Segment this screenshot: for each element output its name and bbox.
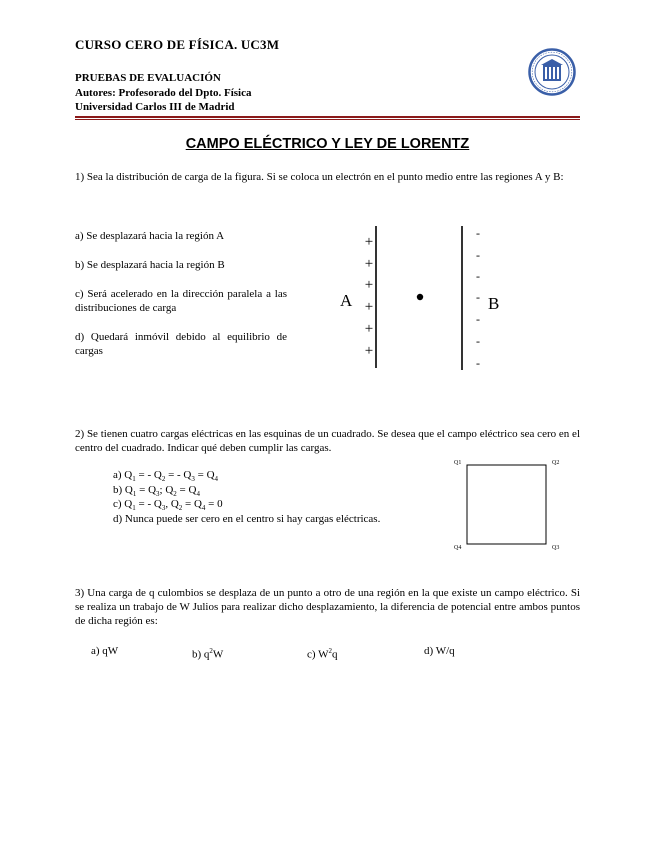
header-line-university: Universidad Carlos III de Madrid [75, 101, 235, 113]
question-2-text: 2) Se tienen cuatro cargas eléctricas en las esquinas de un cuadrado. Se desea que el campo eléctrico sea cero en el centro del cuadrado. Indicar qué deben cumplir las cargas. [75, 428, 580, 454]
plus-sign: + [364, 234, 374, 250]
q3-option-b: b) $q^2W$ [192, 647, 224, 661]
q1-option-a: a) Se desplazará hacia la región A [75, 230, 225, 242]
minus-sign: - [476, 269, 480, 283]
q1-option-b: b) Se desplazará hacia la región B [75, 259, 225, 271]
corner-q4-label: Q4 [454, 545, 462, 551]
course-title: CURSO CERO DE FÍSICA. UC3M [75, 37, 280, 52]
header-line-evaluation: PRUEBAS DE EVALUACIÓN [75, 72, 221, 84]
region-a-label: A [340, 291, 353, 310]
minus-sign: - [476, 290, 480, 304]
plus-sign: + [364, 299, 374, 315]
university-seal-icon [528, 48, 576, 96]
header-line-authors: Autores: Profesorado del Dpto. Física [75, 87, 252, 99]
q3-option-a: a) qW [91, 645, 119, 657]
minus-sign: - [476, 248, 480, 262]
minus-sign: - [476, 226, 480, 240]
corner-q2-label: Q2 [552, 460, 560, 466]
electron-point [417, 294, 423, 300]
q2-option-c: c) $Q_1$ = - $Q_3$, $Q_2 = Q_4 = 0$ [113, 498, 223, 513]
minus-sign: - [476, 356, 480, 370]
minus-sign: - [476, 312, 480, 326]
q1-option-d: d) Quedará inmóvil debido al equilibrio de cargas [75, 331, 287, 357]
page-title: CAMPO ELÉCTRICO Y LEY DE LORENTZ [185, 136, 470, 152]
question-3-text: 3) Una carga de q culombios se desplaza de un punto a otro de una región en la que existe un campo eléctrico. Si se realiza un trabajo de W Julios para realizar dicho desplazamiento, la diferencia de potencial entre ambos puntos de dicha región es: [75, 587, 580, 627]
q1-option-c: c) Será acelerado en la dirección paralela a las distribuciones de carga [75, 288, 287, 314]
q2-option-b: b) $Q_1 = Q_3$; $Q_2 = Q_4$ [113, 484, 200, 499]
plus-sign: + [364, 321, 374, 337]
plus-sign: + [364, 343, 374, 359]
q3-option-c: c) $W^2q$ [307, 647, 338, 661]
corner-q3-label: Q3 [552, 545, 560, 551]
corner-q1-label: Q1 [454, 460, 462, 466]
question-1-text: 1) Sea la distribución de carga de la figura. Si se coloca un electrón en el punto medio entre las regiones A y B: [75, 171, 564, 183]
header-rule [75, 116, 580, 118]
q2-option-a: a) $Q_1$ = - $Q_2$ = - $Q_3 = Q_4$ [113, 469, 219, 484]
header-rule-thin [75, 119, 580, 120]
minus-sign: - [476, 334, 480, 348]
square [467, 465, 546, 544]
plus-sign: + [364, 256, 374, 272]
q3-option-d: d) W/q [424, 645, 455, 657]
plus-sign: + [364, 277, 374, 293]
charge-distribution-figure [330, 222, 520, 374]
region-b-label: B [488, 294, 500, 313]
q2-option-d: d) Nunca puede ser cero en el centro si hay cargas eléctricas. [113, 513, 381, 525]
square-charges-figure [450, 455, 570, 565]
